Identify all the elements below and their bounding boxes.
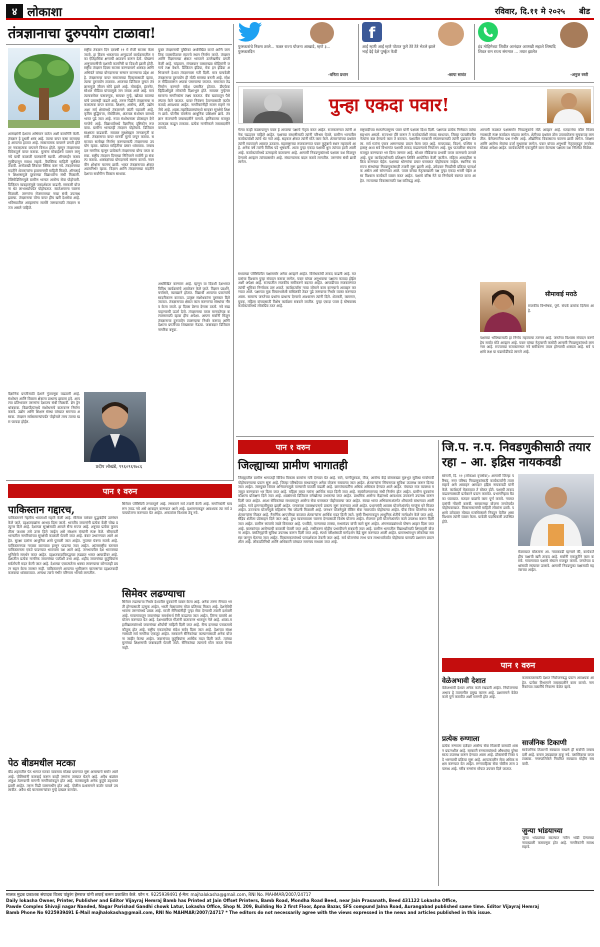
byline-photo xyxy=(480,282,526,332)
facebook-avatar xyxy=(438,22,464,46)
footer-line-4: Bamb Phone No 9225939491 E-Mail majhalokasha@gmail.com, RNI No MAHMAR/2007/24717 * The editors do not necessarily agree with the views expressed in the news and articles published in this issue. xyxy=(6,910,492,915)
twitter-author: -वनिता प्रधान xyxy=(328,72,348,77)
leader-photo xyxy=(547,89,591,123)
author-label: प्रदीप लोखंडे, ९९६०९६९७८६ xyxy=(95,465,143,470)
pawar-photo xyxy=(243,89,303,123)
whatsapp-author: -अनुज रस्ती xyxy=(570,72,588,77)
whatsapp-box xyxy=(478,22,594,80)
twitter-icon xyxy=(238,22,262,42)
main-header xyxy=(238,86,594,124)
footer-line-3: Pawde Complex Shivaji nagar Nanded, Nagar Parishad Gandhi chowk Latur, Lokasha Office, Shop N. 209, Building No 2 first Floor, Apna Bazar, SFS compund Jalna Road, Aurangabad published same time. Editor Vijayraj Hemraj xyxy=(6,904,539,909)
left-sub-headline-1: पाकिस्तान गद्दारच, xyxy=(8,505,75,516)
issue-date: रविवार, दि.११ मे २०२५ xyxy=(494,6,566,16)
masthead xyxy=(6,4,594,20)
facebook-icon: f xyxy=(362,22,382,42)
cont-banner-1: पान १ वरुन xyxy=(238,440,348,454)
paper-logo: लोकाशा xyxy=(27,4,63,19)
city-name: बीड xyxy=(579,6,590,16)
facebook-author: -छाया सावंत xyxy=(447,72,466,77)
sub-headline-4: जुन्या भांडयाच्या xyxy=(522,826,563,835)
facebook-box xyxy=(362,22,472,80)
footer-line-1: मालक मुद्रक प्रकाशक संपादक विजय पांडुरंग हेमराज यांनी छपाई करून प्रकाशित केले. फोन न. 9225939491 ई-मेल: majhalokasha@gmail.com, RNI No. MAHMAR/2007/24717 xyxy=(6,892,312,897)
footer-line-2: Daily lokasha Owner, Printer, Publisher and Editor Vijayraj Hemraj Bamb has Printed at Jain Offset Printers, Bamb Road, Mondha Road Beed, near Jain Prasanath, Beed 431122 Lokasha Office, xyxy=(6,898,458,903)
sub-headline-3: सार्जनिक टिकाणी xyxy=(522,738,567,747)
zp-headline: जि.प. न.प. निवडणुकीसाठी तयार रहा – आ. इद्रिस नायकवडी xyxy=(442,440,591,469)
whatsapp-avatar xyxy=(560,22,588,48)
cont-banner-3: पान १ वरुन xyxy=(442,658,594,672)
tree-icon xyxy=(8,48,80,128)
author-photo xyxy=(84,392,146,462)
main-headline: पुन्हा एकदा पवार! xyxy=(329,95,450,116)
cont-banner-2: पान १ वरुन xyxy=(8,484,232,498)
left-headline: तंत्रज्ञानाचा दुरुपयोग टाळावा! xyxy=(8,26,156,42)
twitter-avatar xyxy=(310,22,334,44)
sub-headline-1: वेळेअभावी देशात xyxy=(442,676,486,685)
whatsapp-text: हंद मोहिमेच्या जिवीत आनंदात आणखी सहाशे शिष्यदि शिवत राम राज्य संगमात ... तयार झालेत xyxy=(478,44,556,54)
person-icon xyxy=(84,392,146,462)
byline: सीमावाई मराठे xyxy=(545,291,577,298)
footer xyxy=(6,892,594,916)
left-sub-headline-2: सिमेवर लढण्याचा xyxy=(122,589,185,600)
facebook-text: आई म्हणी आई म्हणे पोटात फुगे ठेरे ठेरे भेटले झाले भाई देई देशे पुर्ष्कृत फेवी xyxy=(362,44,436,54)
twitter-text: पुरस्कारांचे निकष ठरले... फक्त राज्य योजना आखाडे, म्हणे ३... पुरस्कारदिन xyxy=(238,44,331,54)
mid-headline: जिल्ह्याच्या प्रामीण भागातही xyxy=(238,459,348,472)
tree-illustration xyxy=(8,48,80,128)
whatsapp-icon xyxy=(478,22,498,42)
sub-headline-2: प्रत्येक रुग्णाला xyxy=(442,734,480,743)
page-number: ४ xyxy=(6,4,23,18)
twitter-box xyxy=(238,22,356,80)
left-sub-headline-3: पेठ बीडमधील मटका xyxy=(8,759,76,769)
zp-photo xyxy=(518,474,594,546)
